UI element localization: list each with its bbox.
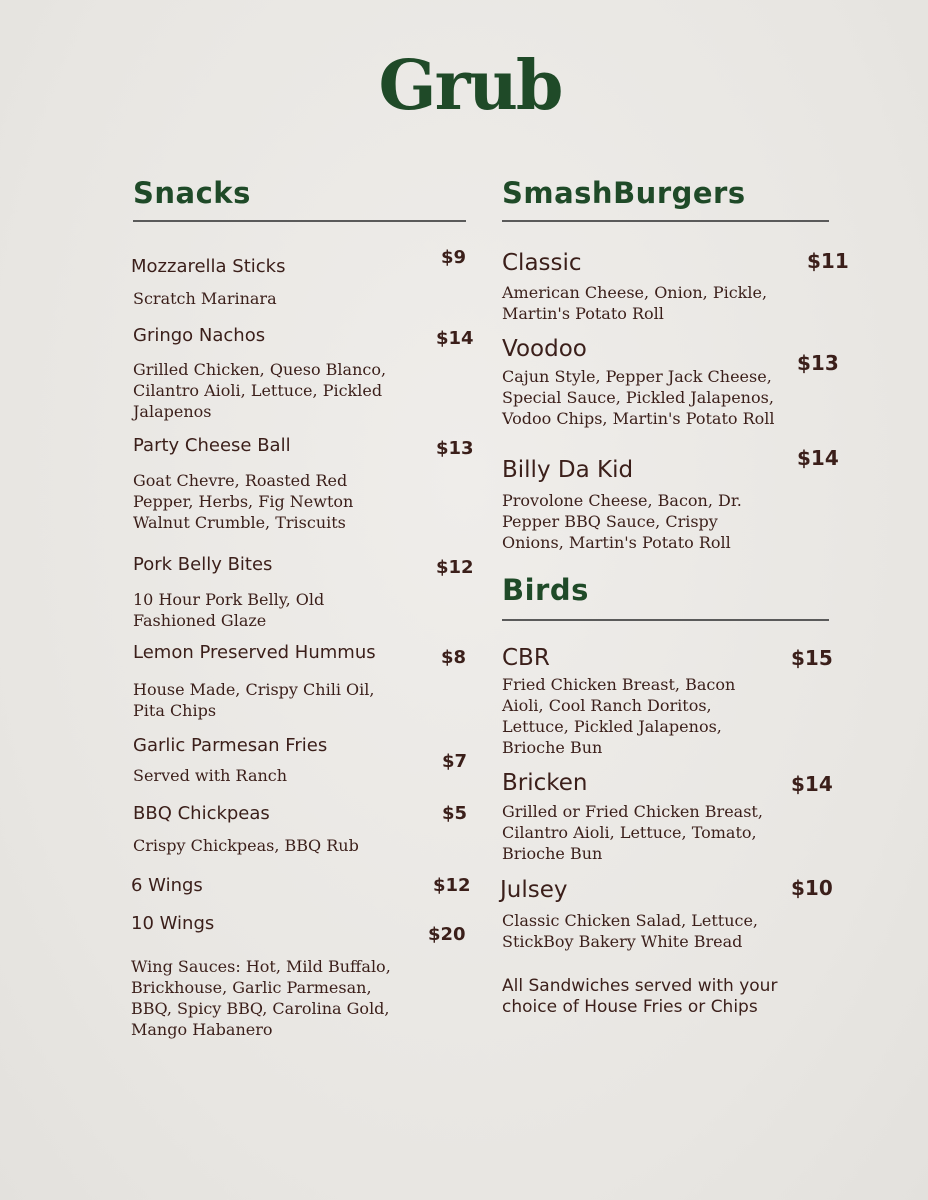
- menu-item-description: Grilled or Fried Chicken Breast, Cilantro Aioli, Lettuce, Tomato, Brioche Bun: [502, 802, 763, 863]
- smashburgers-divider: [502, 220, 829, 222]
- menu-item-name: CBR: [502, 645, 550, 671]
- menu-item-name: 6 Wings: [131, 875, 203, 896]
- menu-item-name: BBQ Chickpeas: [133, 803, 270, 824]
- menu-item-description: 10 Hour Pork Belly, Old Fashioned Glaze: [133, 590, 325, 630]
- smashburgers-heading: SmashBurgers: [502, 176, 746, 210]
- menu-item-name: Gringo Nachos: [133, 325, 266, 346]
- menu-item-description: House Made, Crispy Chili Oil, Pita Chips: [133, 680, 375, 720]
- menu-item-price: $14: [797, 446, 839, 470]
- menu-item-price: $10: [791, 876, 833, 900]
- menu-item-description: Classic Chicken Salad, Lettuce, StickBoy Bakery White Bread: [502, 911, 759, 951]
- menu-item-name: Billy Da Kid: [502, 457, 634, 483]
- menu-item-name: Julsey: [500, 877, 568, 903]
- menu-item-description: Fried Chicken Breast, Bacon Aioli, Cool Ranch Doritos, Lettuce, Pickled Jalapenos, Brioche Bun: [502, 675, 736, 757]
- menu-item-name: Pork Belly Bites: [133, 554, 273, 575]
- birds-heading: Birds: [502, 573, 589, 607]
- menu-item-name: Mozzarella Sticks: [131, 256, 286, 277]
- menu-item-description: Served with Ranch: [133, 766, 288, 785]
- menu-item-name: Lemon Preserved Hummus: [133, 642, 376, 663]
- menu-item-description: Crispy Chickpeas, BBQ Rub: [133, 836, 359, 855]
- menu-item-price: $13: [436, 438, 474, 459]
- menu-item-price: $11: [807, 249, 849, 273]
- menu-item-description: American Cheese, Onion, Pickle, Martin's Potato Roll: [502, 283, 768, 323]
- snacks-heading: Snacks: [133, 176, 251, 210]
- menu-item-description: Cajun Style, Pepper Jack Cheese, Special Sauce, Pickled Jalapenos, Vodoo Chips, Martin's Potato Roll: [502, 367, 775, 428]
- menu-item-price: $13: [797, 351, 839, 375]
- menu-item-price: $5: [442, 803, 468, 824]
- snacks-divider: [133, 220, 466, 222]
- menu-item-description: Grilled Chicken, Queso Blanco, Cilantro Aioli, Lettuce, Pickled Jalapenos: [133, 360, 387, 421]
- menu-item-name: Classic: [502, 250, 582, 276]
- menu-item-name: Garlic Parmesan Fries: [133, 735, 328, 756]
- menu-item-price: $12: [433, 875, 471, 896]
- menu-item-description: Goat Chevre, Roasted Red Pepper, Herbs, Fig Newton Walnut Crumble, Triscuits: [133, 471, 354, 532]
- menu-item-name: Voodoo: [502, 336, 587, 362]
- menu-item-price: $15: [791, 646, 833, 670]
- menu-item-name: 10 Wings: [131, 913, 215, 934]
- menu-title: Grub: [378, 46, 562, 126]
- menu-item-price: $14: [436, 328, 474, 349]
- menu-item-description: Provolone Cheese, Bacon, Dr. Pepper BBQ Sauce, Crispy Onions, Martin's Potato Roll: [502, 491, 742, 552]
- menu-item-name: Bricken: [502, 770, 588, 796]
- menu-item-price: $20: [428, 924, 466, 945]
- menu-item-price: $7: [442, 751, 468, 772]
- menu-item-price: $14: [791, 772, 833, 796]
- wing-sauces-text: Wing Sauces: Hot, Mild Buffalo, Brickhouse, Garlic Parmesan, BBQ, Spicy BBQ, Carolina Gold, Mango Habanero: [131, 957, 391, 1039]
- menu-item-name: Party Cheese Ball: [133, 435, 291, 456]
- birds-divider: [502, 619, 829, 621]
- menu-item-price: $8: [441, 647, 467, 668]
- menu-item-description: Scratch Marinara: [133, 289, 277, 308]
- menu-item-price: $9: [441, 247, 467, 268]
- menu-item-price: $12: [436, 557, 474, 578]
- sandwich-sides-note: All Sandwiches served with your choice of House Fries or Chips: [502, 976, 778, 1017]
